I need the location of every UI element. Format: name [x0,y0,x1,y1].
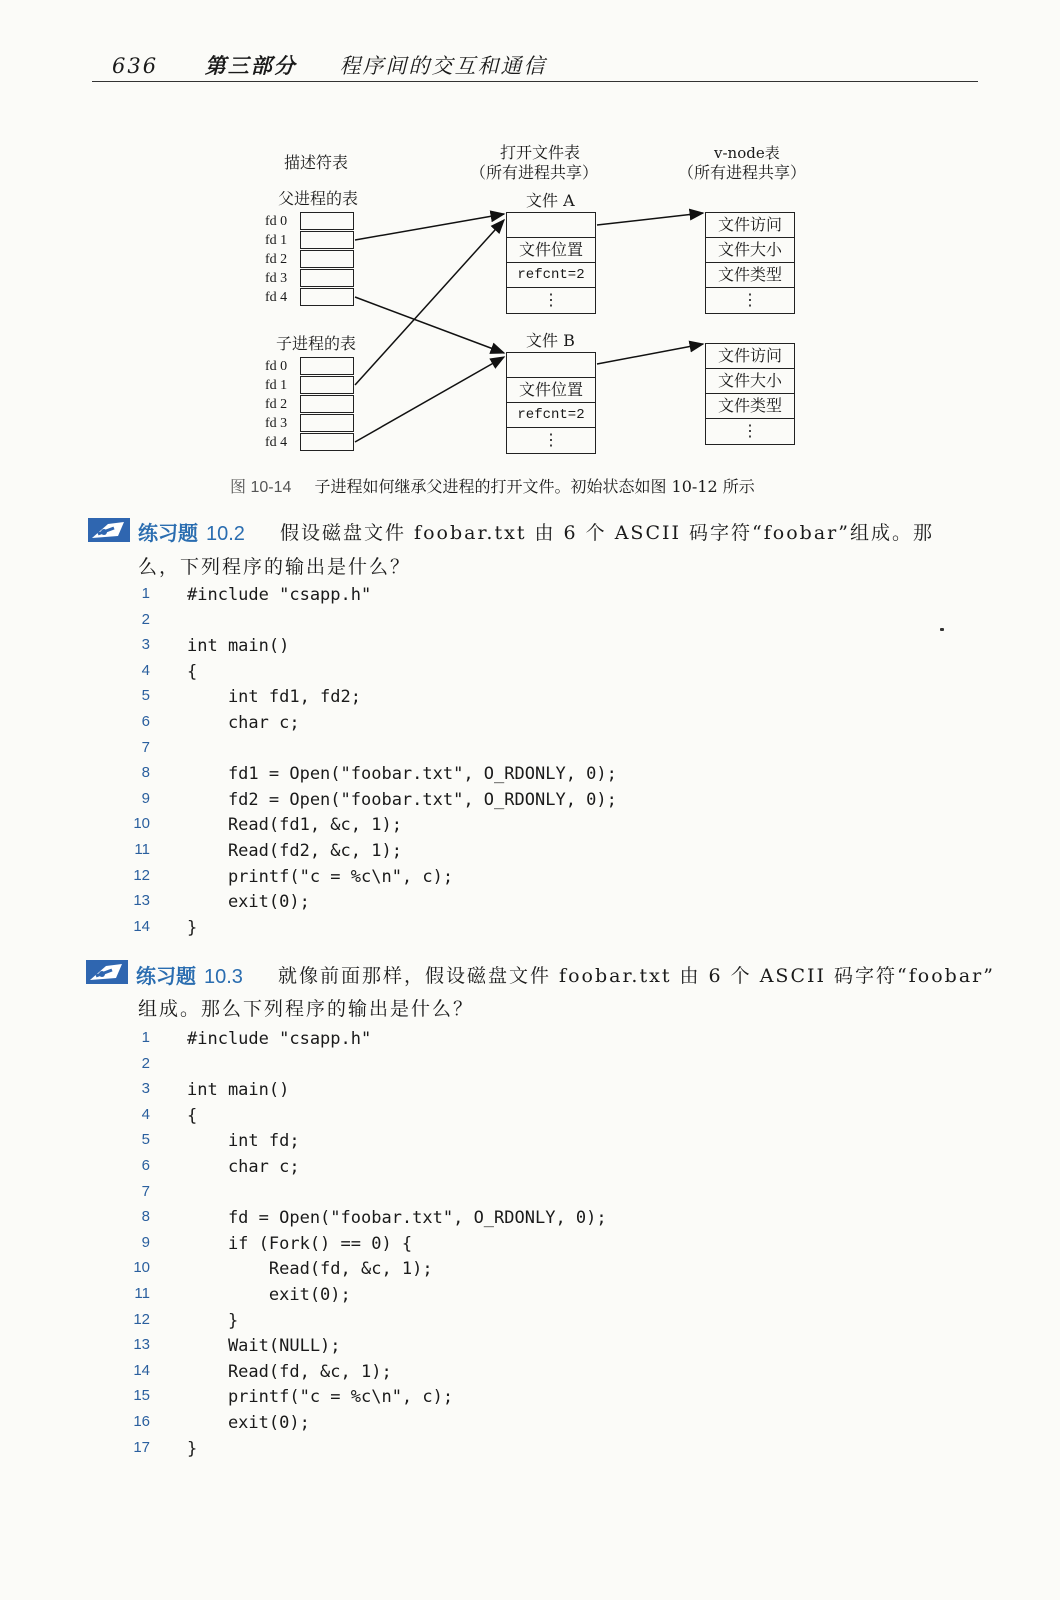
stray-mark [940,628,944,631]
line-number: 5 [141,687,150,705]
line-number: 2 [141,610,150,628]
code-text: exit(0); [187,1413,310,1433]
file-a-position: 文件位置 [507,238,595,263]
code-text: } [187,1438,198,1459]
code-text: fd = Open("foobar.txt", O_RDONLY, 0); [187,1208,607,1229]
file-b-vnode-arrow [597,344,703,364]
exercise-10-3-text-line2: 组成。那么下列程序的输出是什么？ [138,998,475,1020]
parent-fd1-arrow [355,214,504,240]
code-text: char c; [187,713,300,733]
exercise-pencil-icon [88,516,130,544]
line-number: 6 [141,713,150,730]
open-file-table-heading: 打开文件表 [500,143,581,162]
parent-fd-label: fd 0 [265,214,288,229]
line-number: 12 [133,866,150,884]
line-number: 11 [134,1285,150,1302]
open-file-table-subheading: （所有进程共享） [470,163,599,182]
code-text: exit(0); [187,892,310,913]
child-fd-label: fd 0 [265,359,288,374]
exercise-label: 练习题 [136,966,196,988]
exercise-10-3-title [136,960,243,989]
line-number: 2 [141,1054,150,1072]
line-number: 4 [141,661,150,679]
child-table-label: 子进程的表 [276,334,357,353]
parent-table-label: 父进程的表 [278,189,359,208]
exercise-10-2-title [138,517,245,546]
file-b-more: ⋮ [543,430,559,449]
line-number: 14 [133,917,150,935]
line-number: 9 [141,1233,150,1251]
code-text: Read(fd, &c, 1); [187,1259,433,1280]
code-text: } [187,917,198,938]
file-a-refcnt: refcnt=2 [507,263,595,288]
vnode-b-type: 文件类型 [706,394,794,419]
pointer-arrows [0,0,1060,500]
code-text: { [187,1105,198,1126]
code-text: printf("c = %c\n", c); [187,1387,454,1408]
code-text: char c; [187,1157,300,1177]
vnode-table-heading: v-node表 [714,144,780,162]
line-number: 3 [141,636,150,654]
file-b-refcnt: refcnt=2 [507,403,595,428]
line-number: 13 [133,892,150,910]
child-fd-label: fd 1 [265,378,288,393]
line-number: 7 [141,1182,150,1200]
chapter-title: 程序间的交互和通信 [339,54,547,78]
file-b-label: 文件 B [526,331,575,350]
line-number: 9 [141,789,150,807]
line-number: 13 [133,1336,150,1354]
code-text: #include "csapp.h" [187,585,372,605]
line-number: 5 [141,1131,150,1149]
exercise-pencil-icon [86,958,128,986]
line-number: 7 [141,738,150,756]
line-number: 8 [141,1208,150,1226]
vnode-b-more: ⋮ [742,421,758,440]
vnode-a-type: 文件类型 [706,263,794,288]
exercise-10-3-text-line1: 就像前面那样，假设磁盘文件 foobar.txt 由 6 个 ASCII 码字符“foobar” [278,965,995,987]
code-text: fd1 = Open("foobar.txt", O_RDONLY, 0); [187,764,617,785]
vnode-a-access: 文件访问 [706,213,794,238]
line-number: 17 [133,1438,150,1456]
line-number: 8 [141,764,150,782]
code-text: int fd1, fd2; [187,687,361,708]
figure-number: 图 10-14 [230,479,292,496]
parent-fd-label: fd 1 [265,233,288,248]
exercise-number: 10.2 [206,523,245,545]
page-number: 636 [112,54,159,78]
vnode-table-subheading: （所有进程共享） [678,163,807,182]
exercise-10-2-text-line2: 么，下列程序的输出是什么？ [138,556,412,578]
code-text: Read(fd2, &c, 1); [187,841,402,861]
code-text: printf("c = %c\n", c); [187,866,454,887]
parent-fd-label: fd 4 [265,290,288,305]
child-fd-label: fd 2 [265,397,288,412]
code-text: Read(fd, &c, 1); [187,1361,392,1382]
line-number: 11 [134,841,150,858]
code-text: exit(0); [187,1285,351,1305]
line-number: 6 [141,1157,150,1174]
line-number: 12 [133,1310,150,1328]
code-text: } [187,1310,239,1331]
line-number: 16 [133,1413,150,1430]
vnode-b-access: 文件访问 [706,344,794,369]
part-label: 第三部分 [204,53,297,78]
child-fd4-arrow [355,357,504,442]
file-a-vnode-arrow [597,213,703,225]
line-number: 1 [141,1029,150,1046]
parent-fd-label: fd 2 [265,252,288,267]
vnode-a-size: 文件大小 [706,238,794,263]
exercise-10-2-text-line1: 假设磁盘文件 foobar.txt 由 6 个 ASCII 码字符“foobar”组成。那 [280,522,934,544]
code-text: int main() [187,1080,290,1101]
exercise-number: 10.3 [204,966,243,988]
line-number: 15 [133,1387,150,1405]
caption-text: 子进程如何继承父进程的打开文件。初始状态如图 10-12 所示 [314,477,755,496]
line-number: 10 [133,815,150,833]
code-text: Wait(NULL); [187,1336,341,1357]
parent-fd4-arrow [355,297,504,353]
code-text: { [187,661,198,682]
file-a-more: ⋮ [543,290,559,309]
line-number: 1 [141,585,150,602]
child-fd-label: fd 4 [265,435,288,450]
child-fd1-arrow [355,220,504,385]
code-text: Read(fd1, &c, 1); [187,815,402,836]
line-number: 4 [141,1105,150,1123]
vnode-b-size: 文件大小 [706,369,794,394]
vnode-a-more: ⋮ [742,290,758,309]
figure-caption [230,474,755,497]
code-text: if (Fork() == 0) { [187,1233,413,1254]
parent-fd-label: fd 3 [265,271,288,286]
code-text: int fd; [187,1131,300,1152]
code-text: int main() [187,636,290,657]
file-b-position: 文件位置 [507,378,595,403]
code-text: fd2 = Open("foobar.txt", O_RDONLY, 0); [187,789,617,810]
child-fd-label: fd 3 [265,416,288,431]
descriptor-table-heading: 描述符表 [284,153,349,172]
line-number: 10 [133,1259,150,1277]
exercise-label: 练习题 [138,523,198,545]
code-text: #include "csapp.h" [187,1029,372,1049]
line-number: 14 [133,1361,150,1379]
file-a-label: 文件 A [526,191,575,210]
line-number: 3 [141,1080,150,1098]
